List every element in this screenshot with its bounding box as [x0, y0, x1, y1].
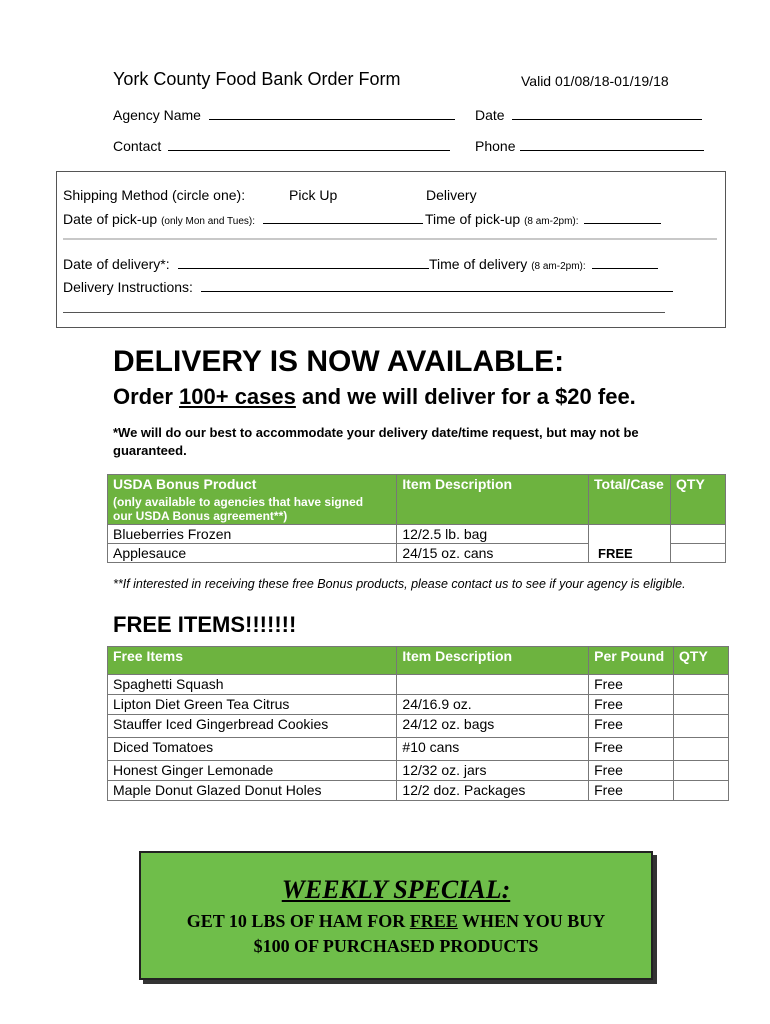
- free-item-description: 12/32 oz. jars: [397, 761, 589, 781]
- free-item-name: Maple Donut Glazed Donut Holes: [108, 781, 397, 801]
- phone-field[interactable]: [520, 150, 704, 151]
- usda-qty-field[interactable]: [671, 525, 726, 544]
- order-line: [113, 384, 636, 410]
- delivery-time-row: [429, 256, 658, 272]
- free-item-qty-field[interactable]: [674, 761, 729, 781]
- contact-row: [113, 138, 450, 154]
- usda-total-cell: FREE: [589, 525, 671, 563]
- pickup-time-note: (8 am-2pm):: [524, 216, 579, 227]
- free-item-description: #10 cans: [397, 738, 589, 761]
- usda-row-product: Applesauce: [108, 544, 397, 563]
- free-item-name: Diced Tomatoes: [108, 738, 397, 761]
- agency-name-field[interactable]: [209, 119, 455, 120]
- order-suffix: and we will deliver for a $20 fee.: [295, 384, 636, 409]
- date-label: Date: [475, 107, 505, 123]
- pickup-time-row: [425, 211, 661, 227]
- delivery-instructions-field[interactable]: [201, 291, 673, 292]
- section-divider: [63, 238, 717, 240]
- contact-label: Contact: [113, 138, 162, 154]
- free-item-qty-field[interactable]: [674, 738, 729, 761]
- weekly-special-line2: $100 OF PURCHASED PRODUCTS: [253, 936, 539, 956]
- order-prefix: Order: [113, 384, 180, 409]
- free-item-name: Lipton Diet Green Tea Citrus: [108, 695, 397, 715]
- valid-dates: Valid 01/08/18-01/19/18: [521, 73, 669, 89]
- free-header-qty: QTY: [674, 647, 729, 675]
- usda-row-description: 12/2.5 lb. bag: [397, 525, 589, 544]
- free-item-qty-field[interactable]: [674, 715, 729, 738]
- delivery-date-label: Date of delivery*:: [63, 256, 170, 272]
- table-row: [108, 738, 729, 761]
- shipping-method-label: Shipping Method (circle one):: [63, 187, 246, 203]
- usda-header-description: Item Description: [397, 475, 589, 525]
- weekly-special-line1-prefix: GET 10 LBS OF HAM FOR: [186, 911, 410, 931]
- agency-name-row: [113, 107, 455, 123]
- phone-label: Phone: [475, 138, 516, 154]
- weekly-special-line1-suffix: WHEN YOU BUY: [457, 911, 606, 931]
- free-item-price: Free: [589, 761, 674, 781]
- usda-header-product-sub1: (only available to agencies that have signed: [113, 495, 364, 509]
- free-item-qty-field[interactable]: [674, 781, 729, 801]
- free-header-description: Item Description: [397, 647, 589, 675]
- delivery-note-1: *We will do our best to accommodate your delivery date/time request, but may not be: [113, 425, 639, 440]
- pickup-time-field[interactable]: [584, 223, 661, 224]
- usda-header-qty: QTY: [671, 475, 726, 525]
- delivery-time-field[interactable]: [592, 268, 658, 269]
- table-row: [108, 781, 729, 801]
- weekly-special-title: WEEKLY SPECIAL:: [281, 875, 511, 904]
- pickup-time-label: Time of pick-up: [425, 211, 521, 227]
- pickup-date-field[interactable]: [263, 223, 423, 224]
- pickup-date-row: [63, 211, 423, 227]
- pickup-date-label: Date of pick-up: [63, 211, 158, 227]
- usda-bonus-table: [107, 474, 726, 563]
- delivery-date-field[interactable]: [178, 268, 429, 269]
- free-item-price: Free: [589, 675, 674, 695]
- usda-header-product-title: USDA Bonus Product: [113, 476, 257, 492]
- table-row: [108, 761, 729, 781]
- table-row: [108, 715, 729, 738]
- delivery-instructions-label: Delivery Instructions:: [63, 279, 193, 295]
- free-item-description: [397, 675, 589, 695]
- table-row: [108, 525, 726, 544]
- free-item-name: Stauffer Iced Gingerbread Cookies: [108, 715, 397, 738]
- usda-row-product: Blueberries Frozen: [108, 525, 397, 544]
- weekly-special-free: FREE: [409, 911, 458, 931]
- free-item-description: 12/2 doz. Packages: [397, 781, 589, 801]
- free-item-qty-field[interactable]: [674, 675, 729, 695]
- weekly-special-box: [139, 851, 653, 980]
- phone-row: [475, 138, 704, 154]
- delivery-note-2: guaranteed.: [113, 443, 187, 458]
- delivery-headline: DELIVERY IS NOW AVAILABLE:: [113, 345, 565, 378]
- free-items-table: [107, 646, 729, 801]
- date-field[interactable]: [512, 119, 702, 120]
- date-row: [475, 107, 702, 123]
- usda-header-product: [108, 475, 397, 525]
- contact-field[interactable]: [168, 150, 450, 151]
- free-item-price: Free: [589, 695, 674, 715]
- usda-row-description: 24/15 oz. cans: [397, 544, 589, 563]
- table-row: [108, 675, 729, 695]
- delivery-instructions-line2[interactable]: [63, 312, 665, 313]
- agency-name-label: Agency Name: [113, 107, 201, 123]
- free-item-price: Free: [589, 738, 674, 761]
- pickup-date-note: (only Mon and Tues):: [161, 216, 255, 227]
- free-item-description: 24/12 oz. bags: [397, 715, 589, 738]
- usda-footnote: **If interested in receiving these free Bonus products, please contact us to see if your agency is eligible.: [113, 577, 686, 591]
- order-cases: 100+ cases: [179, 384, 296, 409]
- free-header-per-pound: Per Pound: [589, 647, 674, 675]
- usda-header-product-sub2: our USDA Bonus agreement**): [113, 509, 288, 523]
- free-header-item: Free Items: [108, 647, 397, 675]
- pickup-option[interactable]: Pick Up: [289, 187, 338, 203]
- free-item-price: Free: [589, 715, 674, 738]
- delivery-date-row: [63, 256, 429, 272]
- free-items-heading: FREE ITEMS!!!!!!!: [113, 612, 297, 637]
- free-item-name: Honest Ginger Lemonade: [108, 761, 397, 781]
- delivery-instructions-row: [63, 279, 673, 295]
- free-item-price: Free: [589, 781, 674, 801]
- free-item-name: Spaghetti Squash: [108, 675, 397, 695]
- form-title: York County Food Bank Order Form: [113, 69, 401, 89]
- delivery-option[interactable]: Delivery: [426, 187, 477, 203]
- free-item-description: 24/16.9 oz.: [397, 695, 589, 715]
- usda-qty-field[interactable]: [671, 544, 726, 563]
- delivery-time-label: Time of delivery: [429, 256, 528, 272]
- free-item-qty-field[interactable]: [674, 695, 729, 715]
- table-row: [108, 695, 729, 715]
- delivery-time-note: (8 am-2pm):: [531, 261, 586, 272]
- usda-header-total: Total/Case: [589, 475, 671, 525]
- weekly-special-line1: [141, 911, 651, 932]
